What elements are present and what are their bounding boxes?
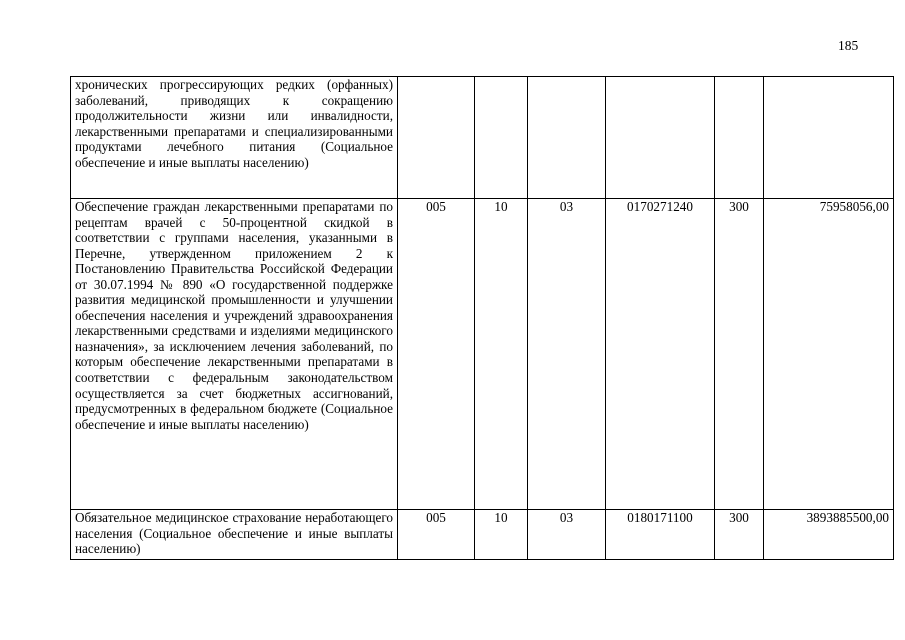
- row-expense-type: 300: [715, 510, 764, 560]
- budget-table: [70, 76, 894, 560]
- row-ministry-code: [398, 77, 475, 199]
- row-target-article: [606, 77, 715, 199]
- table-row: [71, 510, 894, 560]
- row-subsection-code: 03: [528, 510, 606, 560]
- row-section-code: 10: [475, 199, 528, 510]
- row-amount: 3893885500,00: [764, 510, 894, 560]
- row-amount: [764, 77, 894, 199]
- row-target-article: 0180171100: [606, 510, 715, 560]
- row-subsection-code: [528, 77, 606, 199]
- row-expense-type: [715, 77, 764, 199]
- row-section-code: [475, 77, 528, 199]
- row-ministry-code: 005: [398, 510, 475, 560]
- page-number: 185: [838, 38, 859, 53]
- row-section-code: 10: [475, 510, 528, 560]
- row-amount: 75958056,00: [764, 199, 894, 510]
- row-expense-type: 300: [715, 199, 764, 510]
- row-description: Обеспечение граждан лекарственными препаратами по рецептам врачей с 50-процентной скидкой в соответствии с группами населения, указанными в Перечне, утвержденном приложением 2 к Постановлению Правительства Российской Федерации от 30.07.1994 № 890 «О государственной поддержке развития медицинской промышленности и улучшении обеспечения населения и учреждений здравоохранения лекарственными средствами и изделиями медицинского назначения», за исключением лечения заболеваний, по которым обеспечение лекарственными препаратами в соответствии с федеральным законодательством осуществляется за счет бюджетных ассигнований, предусмотренных в федеральном бюджете (Социальное обеспечение и иные выплаты населению): [71, 199, 398, 510]
- row-description: хронических прогрессирующих редких (орфанных) заболеваний, приводящих к сокращению продолжительности жизни или инвалидности, лекарственными препаратами и специализированными продуктами лечебного питания (Социальное обеспечение и иные выплаты населению): [71, 77, 398, 199]
- row-description: Обязательное медицинское страхование неработающего населения (Социальное обеспечение и иные выплаты населению): [71, 510, 398, 560]
- row-target-article: 0170271240: [606, 199, 715, 510]
- row-ministry-code: 005: [398, 199, 475, 510]
- table-row: [71, 77, 894, 199]
- row-subsection-code: 03: [528, 199, 606, 510]
- table-row: [71, 199, 894, 510]
